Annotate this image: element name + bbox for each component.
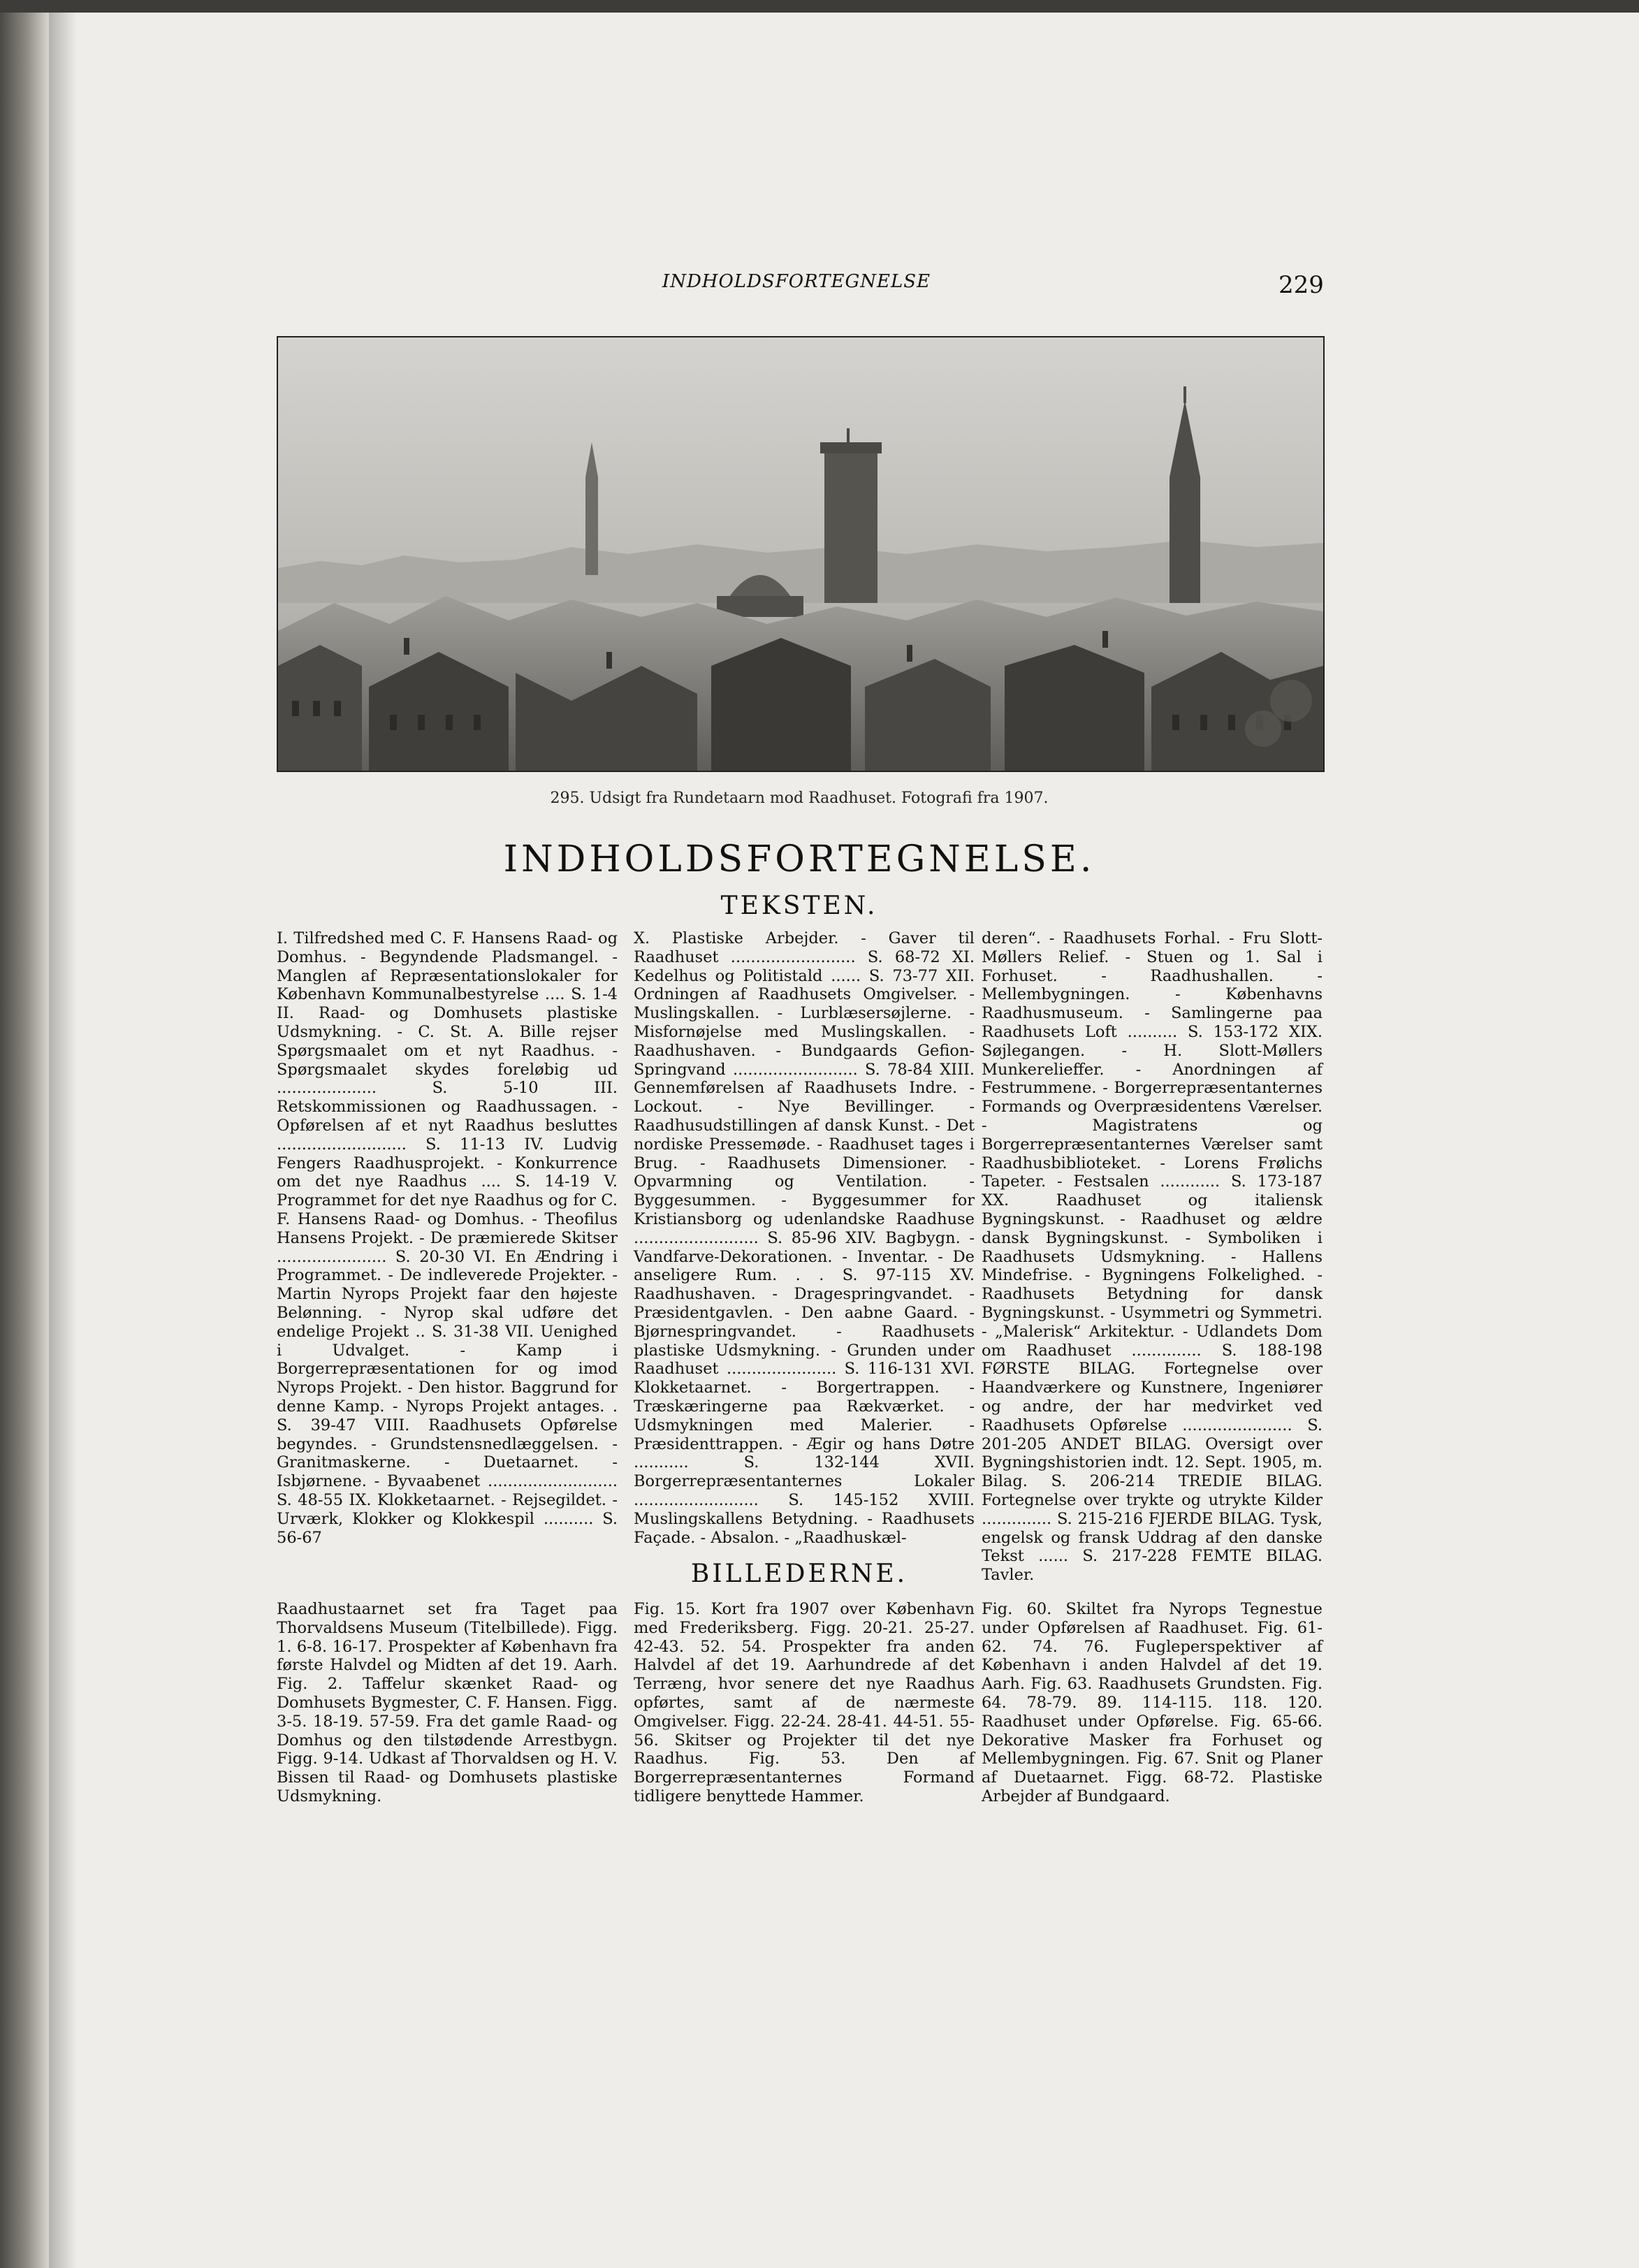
teksten-column-1 bbox=[277, 929, 618, 1547]
figure-caption: 295. Udsigt fra Rundetaarn mod Raadhuset. Fotografi fra 1907. bbox=[550, 790, 1049, 807]
page-gutter-shadow bbox=[49, 13, 77, 2268]
section-heading-teksten: TEKSTEN. bbox=[720, 892, 878, 920]
city-view-photograph bbox=[277, 336, 1325, 772]
billederne-column-3-text: Fig. 60. Skiltet fra Nyrops Tegnestue under Opførelsen af Raadhuset. Fig. 61-62. 74. 76. Fugleperspektiver af København i anden Halvdel af det 19. Aarh. Fig. 63. Raadhusets Grundsten. Fig. 64. 78-79. 89. 114-115. 118. 120. Raadhuset under Opførelse. Fig. 65-66. Dekorative Masker fra Forhuset og Mellembygningen. Fig. 67. Snit og Planer af Duetaarnet. Figg. 68-72. Plastiske Arbejder af Bundgaard. bbox=[982, 1600, 1323, 1805]
billederne-column-1-text: Raadhustaarnet set fra Taget paa Thorvaldsens Museum (Titelbillede). Figg. 1. 6-8. 16-17. Prospekter af København fra første Halvdel og Midten af det 19. Aarh. Fig. 2. Taffelur skænket Raad- og Domhusets Bygmester, C. F. Hansen. Figg. 3-5. 18-19. 57-59. Fra det gamle Raad- og Domhus og den tilstødende Arrestbygn. Figg. 9-14. Udkast af Thorvaldsen og H. V. Bissen til Raad- og Domhusets plastiske Udsmykning. bbox=[277, 1600, 618, 1805]
billederne-column-2-text: Fig. 15. Kort fra 1907 over København med Frederiksberg. Figg. 20-21. 25-27. 42-43. 52. 54. Prospekter fra anden Halvdel af det 19. Aarhundrede af det Terræng, hvor senere det nye Raadhus opførtes, samt af de nærmeste Omgivelser. Figg. 22-24. 28-41. 44-51. 55-56. Skitser og Projekter til det nye Raadhus. Fig. 53. Den af Borgerrepræsentanternes Formand tidligere benyttede Hammer. bbox=[634, 1600, 975, 1805]
teksten-column-3-text: deren“. - Raadhusets Forhal. - Fru Slott-Møllers Relief. - Stuen og 1. Sal i Forhuset. - Raadhushallen. - Mellembygningen. - Københavns Raadhusmuseum. - Samlingerne paa Raadhusets Loft .......... S. 153-172 XIX. Søjlegangen. - H. Slott-Møllers Munkerelieffer. - Anordningen af Festrummene. - Borgerrepræsentanternes Formands og Overpræsidentens Værelser. - Magistratens og Borgerrepræsentanternes Værelser samt Raadhusbiblioteket. - Lorens Frølichs Tapeter. - Festsalen ............ S. 173-187 XX. Raadhuset og italiensk Bygningskunst. - Raadhuset og ældre dansk Bygningskunst. - Symboliken i Raadhusets Udsmykning. - Hallens Mindefrise. - Bygningens Folkelighed. - Raadhusets Betydning for dansk Bygningskunst. - Usymmetri og Symmetri. - „Malerisk“ Arkitektur. - Udlandets Dom om Raadhuset .............. S. 188-198 FØRSTE BILAG. Fortegnelse over Haandværkere og Kunstnere, Ingeniører og andre, der har medvirket ved Raadhusets Opførelse ...................... S. 201-205 ANDET BILAG. Oversigt over Bygningshistorien indt. 12. Sept. 1905, m. Bilag. S. 206-214 TREDIE BILAG. Fortegnelse over trykte og utrykte Kilder .............. S. 215-216 FJERDE BILAG. Tysk, engelsk og fransk Uddrag af den danske Tekst ...... S. 217-228 FEMTE BILAG. Tavler. bbox=[982, 929, 1323, 1585]
teksten-column-2 bbox=[634, 929, 975, 1547]
book-top-edge bbox=[0, 0, 1639, 13]
teksten-column-1-text: I. Tilfredshed med C. F. Hansens Raad- og Domhus. - Begyndende Pladsmangel. - Manglen af Repræsentationslokaler for København Kommunalbestyrelse .... S. 1-4 II. Raad- og Domhusets plastiske Udsmykning. - C. St. A. Bille rejser Spørgsmaalet om et nyt Raadhus. - Spørgsmaalet skydes foreløbig ud .................... S. 5-10 III. Retskommissionen og Raadhussagen. - Opførelsen af et nyt Raadhus besluttes .......................... S. 11-13 IV. Ludvig Fengers Raadhusprojekt. - Konkurrence om det nye Raadhus .... S. 14-19 V. Programmet for det nye Raadhus og for C. F. Hansens Raad- og Domhus. - Theofilus Hansens Projekt. - De præmierede Skitser ...................... S. 20-30 VI. En Ændring i Programmet. - De indleverede Projekter. - Martin Nyrops Projekt faar den højeste Belønning. - Nyrop skal udføre det endelige Projekt .. S. 31-38 VII. Uenighed i Udvalget. - Kamp i Borgerrepræsentationen for og imod Nyrops Projekt. - Den histor. Baggrund for denne Kamp. - Nyrops Projekt antages. . S. 39-47 VIII. Raadhusets Opførelse begyndes. - Grundstensnedlæggelsen. - Granitmaskerne. - Duetaarnet. - Isbjørnene. - Byvaabenet .......................... S. 48-55 IX. Klokketaarnet. - Rejsegildet. - Urværk, Klokker og Klokkespil .......... S. 56-67 bbox=[277, 929, 618, 1547]
page-number: 229 bbox=[1279, 271, 1324, 299]
running-title: INDHOLDSFORTEGNELSE bbox=[662, 271, 931, 292]
billederne-column-3 bbox=[982, 1600, 1323, 1806]
teksten-column-3 bbox=[982, 929, 1323, 1585]
main-title: INDHOLDSFORTEGNELSE. bbox=[503, 838, 1095, 880]
section-heading-billederne: BILLEDERNE. bbox=[690, 1560, 908, 1588]
billederne-column-1 bbox=[277, 1600, 618, 1806]
teksten-column-2-text: X. Plastiske Arbejder. - Gaver til Raadhuset ......................... S. 68-72 XI. Kedelhus og Politistald ...... S. 73-77 XII. Ordningen af Raadhusets Omgivelser. - Muslingskallen. - Lurblæsersøjlerne. - Misfornøjelse med Muslingskallen. - Raadhushaven. - Bundgaards Gefion-Springvand ......................... S. 78-84 XIII. Gennemførelsen af Raadhusets Indre. - Lockout. - Nye Bevillinger. - Raadhusudstillingen af dansk Kunst. - Det nordiske Pressemøde. - Raadhuset tages i Brug. - Raadhusets Dimensioner. - Opvarmning og Ventilation. - Byggesummen. - Byggesummer for Kristiansborg og udenlandske Raadhuse ......................... S. 85-96 XIV. Bagbygn. - Vandfarve-Dekorationen. - Inventar. - De anseligere Rum. . . S. 97-115 XV. Raadhushaven. - Dragespringvandet. - Præsidentgavlen. - Den aabne Gaard. - Bjørnespringvandet. - Raadhusets plastiske Udsmykning. - Grunden under Raadhuset ...................... S. 116-131 XVI. Klokketaarnet. - Borgertrappen. - Træskæringerne paa Rækværket. - Udsmykningen med Malerier. - Præsidenttrappen. - Ægir og hans Døtre ........... S. 132-144 XVII. Borgerrepræsentanternes Lokaler ......................... S. 145-152 XVIII. Muslingskallens Betydning. - Raadhusets Façade. - Absalon. - „Raadhuskæl- bbox=[634, 929, 975, 1547]
book-spine bbox=[0, 13, 49, 2268]
billederne-column-2 bbox=[634, 1600, 975, 1806]
